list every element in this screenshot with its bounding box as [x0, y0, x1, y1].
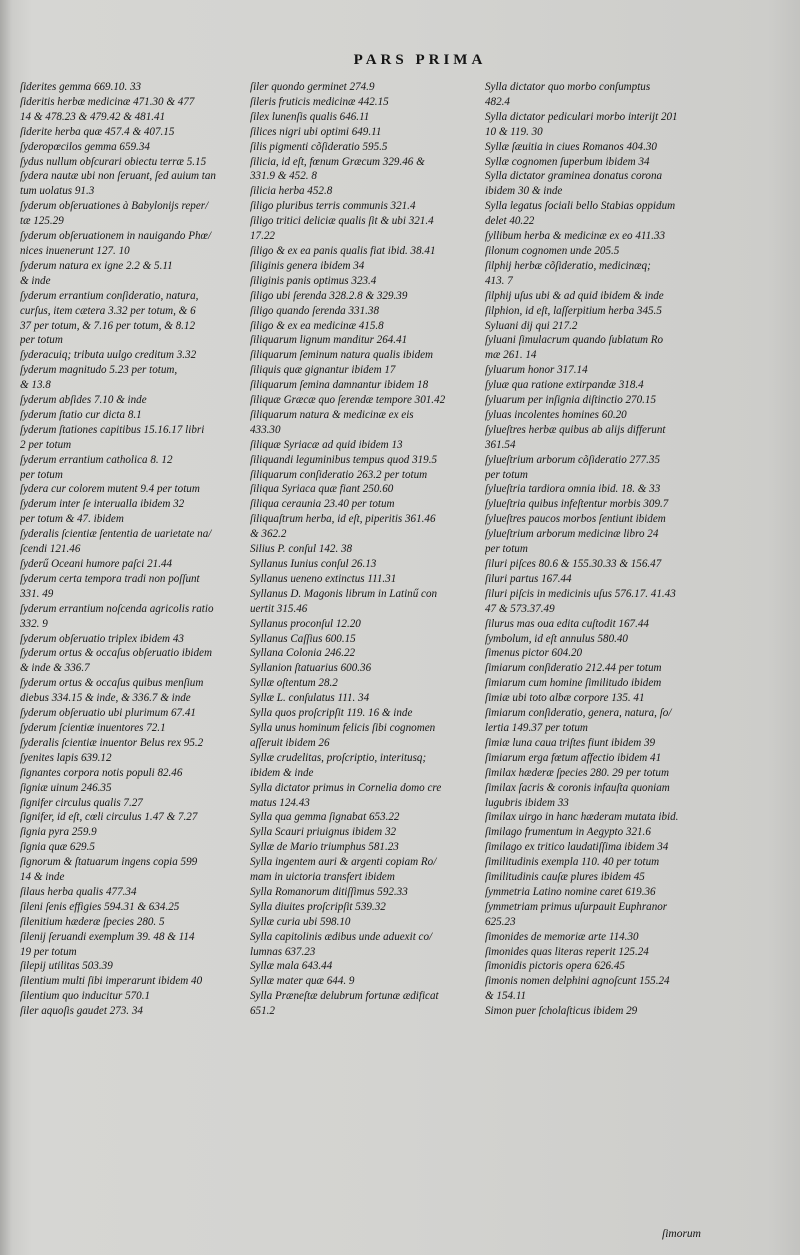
index-entry: ſilenitium hæderæ ſpecies 280. 5 — [20, 915, 165, 928]
index-entry: ſimilax uirgo in hanc hæderam mutata ibid. — [485, 811, 679, 824]
index-entry: 2 per totum — [20, 438, 72, 451]
index-entry: Simon puer ſcholaſticus ibidem 29 — [485, 1005, 638, 1018]
index-entry: & inde & 336.7 — [20, 662, 90, 675]
index-entry: ſyderum abſides 7.10 & inde — [20, 394, 147, 407]
index-entry: ſyderum errantium conſideratio, natura, — [20, 289, 199, 302]
index-entry: Sylla Præneſtæ delubrum fortunæ ædificat — [250, 990, 439, 1003]
index-entry: ſiligo pluribus terris communis 321.4 — [250, 200, 416, 213]
index-entry: ſiliquarum lignum manditur 264.41 — [250, 334, 408, 347]
index-entry: Syllæ curia ubi 598.10 — [250, 915, 351, 928]
index-entry: ſiligo & ex ea medicinæ 415.8 — [250, 319, 384, 332]
index-entry: 17.22 — [250, 230, 275, 243]
index-entry: 10 & 119. 30 — [485, 125, 543, 138]
index-entry: Syllanus proconſul 12.20 — [250, 617, 361, 630]
index-entry: ſimiarum conſideratio 212.44 per totum — [485, 662, 662, 675]
index-entry: ſiluri piſcis in medicinis uſus 576.17. 41.43 — [485, 587, 676, 600]
index-entry: & 154.11 — [485, 990, 527, 1003]
index-entry: ſimilago ex tritico laudatiſſima ibidem 34 — [485, 841, 669, 854]
index-entry: ſiler aquoſis gaudet 273. 34 — [20, 1005, 143, 1018]
index-entry: ſyderum errantium noſcenda agricolis ratio — [20, 602, 214, 615]
index-entry: ſiliginis panis optimus 323.4 — [250, 274, 377, 287]
index-entry: 14 & 478.23 & 479.42 & 481.41 — [20, 110, 166, 123]
index-entry: ſiliquarum ſeminum natura qualis ibidem — [250, 349, 434, 362]
index-entry: nices inuenerunt 127. 10 — [20, 244, 130, 257]
index-entry: ſiluri piſces 80.6 & 155.30.33 & 156.47 — [485, 558, 662, 570]
index-entry: ſimilago frumentum in Aegypto 321.6 — [485, 826, 651, 839]
index-entry: ſyderalis ſcientiæ inuentor Belus rex 95.2 — [20, 736, 204, 749]
index-entry: ſimonidis pictoris opera 626.45 — [485, 960, 625, 973]
index-entry: ſyderum ſcientiæ inuentores 72.1 — [20, 721, 166, 734]
index-entry: ſimilitudinis cauſæ plures ibidem 45 — [485, 871, 645, 884]
index-entry: 14 & inde — [20, 871, 65, 884]
index-entry: ſydera nautæ ubi non ſeruant, ſed auium tan — [20, 170, 216, 183]
index-entry: Sylla diuites proſcripſit 539.32 — [250, 900, 386, 913]
index-entry: ſcendi 121.46 — [20, 543, 81, 556]
index-entry: ſiligo quando ſerenda 331.38 — [250, 304, 380, 317]
index-entry: 361.54 — [485, 438, 516, 451]
index-entry: 47 & 573.37.49 — [485, 602, 555, 615]
index-entry: mæ 261. 14 — [485, 349, 537, 362]
index-entry: Sylla unus hominum felicis ſibi cognomen — [250, 721, 436, 734]
index-entry: ſimilitudinis exempla 110. 40 per totum — [485, 856, 660, 869]
index-entry: ſymmetriam primus uſurpauit Euphranor — [485, 900, 668, 913]
index-entry: ſyenites lapis 639.12 — [20, 751, 112, 764]
index-entry: ſydera cur colorem mutent 9.4 per totum — [20, 483, 200, 496]
index-entry: ſileni ſenis effigies 594.31 & 634.25 — [20, 900, 180, 913]
index-entry: 19 per totum — [20, 945, 77, 958]
index-entry: ſiliquæ Græcæ quo ſerendæ tempore 301.42 — [250, 394, 446, 407]
index-entry: & 13.8 — [20, 379, 51, 392]
index-entry: ſiliqua ceraunia 23.40 per totum — [250, 498, 395, 511]
index-entry: lertia 149.37 per totum — [485, 721, 588, 734]
index-entry: ſimiarum cum homine ſimilitudo ibidem — [485, 677, 662, 690]
index-entry: ſilentium multi ſibi imperarunt ibidem 40 — [20, 975, 203, 988]
index-entry: ſideritis herbæ medicinæ 471.30 & 477 — [20, 95, 195, 108]
index-entry: lumnas 637.23 — [250, 945, 316, 958]
index-entry: ſiderites gemma 669.10. 33 — [20, 81, 142, 93]
index-entry: ſilphij uſus ubi & ad quid ibidem & inde — [485, 289, 664, 302]
index-entry: Syllæ L. conſulatus 111. 34 — [250, 692, 370, 705]
index-entry: ſydus nullum obſcurari obiectu terræ 5.15 — [20, 155, 207, 168]
index-entry: ſilphion, id eſt, laſſerpitium herba 345.5 — [485, 304, 662, 317]
index-entry: ſimiæ luna caua triſtes fiunt ibidem 39 — [485, 736, 656, 749]
index-entry: mam in uictoria transfert ibidem — [250, 871, 395, 884]
index-entry: diebus 334.15 & inde, & 336.7 & inde — [20, 692, 191, 705]
index-column-1 — [20, 80, 248, 1019]
index-entry: ſignantes corpora notis populi 82.46 — [20, 766, 183, 779]
index-entry: 482.4 — [485, 95, 510, 108]
index-entry: 332. 9 — [20, 617, 48, 630]
index-entry: ſiler quondo germinet 274.9 — [250, 81, 375, 93]
index-entry: ſyderum ſtatio cur dicta 8.1 — [20, 408, 142, 421]
index-entry: ſiliginis genera ibidem 34 — [250, 259, 365, 272]
index-entry: ſyderum errantium catholica 8. 12 — [20, 453, 173, 466]
index-entry: ſigniæ uinum 246.35 — [20, 781, 112, 794]
index-entry: ſyderopœcilos gemma 659.34 — [20, 140, 150, 153]
index-entry: Syllanus Iunius conſul 26.13 — [250, 558, 377, 570]
index-column-3 — [485, 80, 785, 1019]
running-header — [0, 52, 800, 69]
index-entry: ſilphij herbæ cõſideratio, medicinæq; — [485, 259, 651, 272]
index-entry: ſyderum obſeruationes à Babylonijs reper/ — [20, 200, 209, 213]
index-entry: Sylla dictator quo morbo conſumptus — [485, 81, 651, 93]
index-entry: ſiliquaſtrum herba, id eſt, piperitis 361.46 — [250, 513, 436, 526]
index-entry: ſilis pigmenti cõſideratio 595.5 — [250, 140, 388, 153]
index-entry: Sylla ingentem auri & argenti copiam Ro/ — [250, 856, 437, 869]
index-column-2 — [250, 80, 490, 1019]
catchword: ſimorum — [662, 1228, 701, 1240]
index-entry: ſyluarum honor 317.14 — [485, 364, 588, 377]
index-entry: ſyderum magnitudo 5.23 per totum, — [20, 364, 178, 377]
index-entry: ſylueſtres paucos morbos ſentiunt ibidem — [485, 513, 666, 526]
index-entry: ſiliquarum ſemina damnantur ibidem 18 — [250, 379, 429, 392]
index-entry: per totum — [485, 468, 528, 481]
index-entry: ſilepij utilitas 503.39 — [20, 960, 113, 973]
index-entry: 651.2 — [250, 1005, 275, 1018]
index-entry: ſyderum obſeruatio ubi plurimum 67.41 — [20, 707, 196, 720]
index-entry: & inde — [20, 274, 51, 287]
index-entry: ſignia pyra 259.9 — [20, 826, 97, 839]
index-entry: 331.9 & 452. 8 — [250, 170, 317, 183]
index-entry: tæ 125.29 — [20, 215, 64, 228]
index-entry: ſilenij ſeruandi exemplum 39. 48 & 114 — [20, 930, 195, 943]
index-entry: Syllæ crudelitas, proſcriptio, interitusq; — [250, 751, 427, 764]
index-entry: Syllanion ſtatuarius 600.36 — [250, 662, 372, 675]
index-entry: Syllæ oſtentum 28.2 — [250, 677, 338, 690]
index-entry: Syluani dij qui 217.2 — [485, 319, 578, 332]
index-entry: ſyluarum per inſignia diſtinctio 270.15 — [485, 394, 657, 407]
index-entry: 433.30 — [250, 423, 281, 436]
index-entry: ſiliquarum natura & medicinæ ex eis — [250, 408, 414, 421]
index-entry: ſyderum natura ex igne 2.2 & 5.11 — [20, 259, 173, 272]
index-entry: ſiliquis quæ gignantur ibidem 17 — [250, 364, 396, 377]
index-entry: ſilaus herba qualis 477.34 — [20, 885, 137, 898]
index-entry: ſylueſtrium arborum medicinæ libro 24 — [485, 528, 659, 541]
index-entry: 625.23 — [485, 915, 516, 928]
index-entry: ſiliquæ Syriacæ ad quid ibidem 13 — [250, 438, 403, 451]
index-entry: Syllæ cognomen ſuperbum ibidem 34 — [485, 155, 650, 168]
index-entry: ſyderum certa tempora tradi non poſſunt — [20, 572, 200, 585]
index-entry: Syllana Colonia 246.22 — [250, 647, 356, 660]
index-entry: uertit 315.46 — [250, 602, 308, 615]
index-entry: ſimonides quas literas reperit 125.24 — [485, 945, 649, 958]
index-entry: Syllanus D. Magonis librum in Latinű con — [250, 587, 438, 600]
index-entry: ſimiarum erga fœtum affectio ibidem 41 — [485, 751, 662, 764]
index-entry: ſylueſtria tardiora omnia ibid. 18. & 33 — [485, 483, 661, 496]
index-entry: ſilex lunenſis qualis 646.11 — [250, 110, 370, 123]
index-entry: per totum — [485, 543, 528, 556]
index-entry: ſyderum obſeruatio triplex ibidem 43 — [20, 632, 184, 645]
index-entry: Sylla Romanorum ditiſſimus 592.33 — [250, 885, 408, 898]
index-entry: lugubris ibidem 33 — [485, 796, 569, 809]
index-entry: Sylla dictator primus in Cornelia domo cre — [250, 781, 442, 794]
index-entry: ſylueſtria quibus infeſtentur morbis 309.7 — [485, 498, 669, 511]
index-entry: ſiliquarum conſideratio 263.2 per totum — [250, 468, 428, 481]
binding-shadow — [0, 0, 12, 1255]
index-entry: ſilurus mas oua edita cuſtodit 167.44 — [485, 617, 649, 630]
index-entry: ſilices nigri ubi optimi 649.11 — [250, 125, 382, 138]
index-entry: ſimenus pictor 604.20 — [485, 647, 583, 660]
index-entry: ſiliqua Syriaca quæ fiant 250.60 — [250, 483, 394, 496]
index-entry: ſylueſtrium arborum cõſideratio 277.35 — [485, 453, 661, 466]
index-entry: per totum — [20, 334, 63, 347]
index-entry: ſyderum ſtationes capitibus 15.16.17 libri — [20, 423, 205, 436]
index-entry: ſyderum ortus & occaſus quibus menſium — [20, 677, 204, 690]
index-entry: Sylla dictator pediculari morbo interijt 201 — [485, 110, 678, 123]
index-entry: ſilicia herba 452.8 — [250, 185, 333, 198]
index-entry: ſyderalis ſcientiæ ſententia de uarietate na/ — [20, 528, 212, 541]
index-entry: ſiluri partus 167.44 — [485, 572, 572, 585]
index-entry: Syllæ de Mario triumphus 581.23 — [250, 841, 399, 854]
index-entry: ſyluas incolentes homines 60.20 — [485, 408, 627, 421]
index-entry: Sylla Scauri priuignus ibidem 32 — [250, 826, 397, 839]
index-entry: Sylla qua gemma ſignabat 653.22 — [250, 811, 400, 824]
index-entry: Syllæ mala 643.44 — [250, 960, 333, 973]
index-entry: ſiligo tritici deliciæ qualis ſit & ubi 321.4 — [250, 215, 434, 228]
index-entry: ſimonis nomen delphini agnoſcunt 155.24 — [485, 975, 670, 988]
index-entry: ſiligo & ex ea panis qualis fiat ibid. 38.41 — [250, 244, 436, 257]
index-entry: ſyluani ſimulacrum quando ſublatum Ro — [485, 334, 664, 347]
index-entry: ſiliquandi leguminibus tempus quod 319.5 — [250, 453, 438, 466]
index-entry: ſimilax ſacris & coronis infauſta quoniam — [485, 781, 670, 794]
index-entry: matus 124.43 — [250, 796, 310, 809]
index-entry: Syllanus ueneno extinctus 111.31 — [250, 572, 397, 585]
index-entry: ſimiæ ubi toto albæ corpore 135. 41 — [485, 692, 645, 705]
index-entry: Silius P. conſul 142. 38 — [250, 543, 353, 556]
index-entry: ſyderum ortus & occaſus obſeruatio ibidem — [20, 647, 212, 660]
index-entry: aſſeruit ibidem 26 — [250, 736, 330, 749]
index-entry: ibidem 30 & inde — [485, 185, 563, 198]
index-entry: & 362.2 — [250, 528, 287, 541]
index-entry: ſyderacuiq; tributa uulgo creditum 3.32 — [20, 349, 197, 362]
index-entry: ſiligo ubi ſerenda 328.2.8 & 329.39 — [250, 289, 408, 302]
index-entry: ſignia quæ 629.5 — [20, 841, 95, 854]
index-entry: ſylueſtres herbæ quibus ab alijs differunt — [485, 423, 666, 436]
index-entry: per totum & 47. ibidem — [20, 513, 124, 526]
index-entry: Sylla dictator graminea donatus corona — [485, 170, 663, 183]
index-entry: ſignifer, id eſt, cœli circulus 1.47 & 7.27 — [20, 811, 198, 824]
index-entry: Syllæ ſæuitia in ciues Romanos 404.30 — [485, 140, 657, 153]
index-entry: ſymbolum, id eſt annulus 580.40 — [485, 632, 628, 645]
index-entry: ſyllibum herba & medicinæ ex eo 411.33 — [485, 230, 666, 243]
index-entry: ſiderite herba quæ 457.4 & 407.15 — [20, 125, 175, 138]
index-entry: Syllæ mater quæ 644. 9 — [250, 975, 355, 988]
index-entry: ſignifer circulus qualis 7.27 — [20, 796, 143, 809]
index-entry: 331. 49 — [20, 587, 54, 600]
index-entry: ſyderum obſeruationem in nauigando Phœ/ — [20, 230, 212, 243]
index-entry: ſilicia, id eſt, fœnum Græcum 329.46 & — [250, 155, 425, 168]
index-entry: 413. 7 — [485, 274, 513, 287]
index-entry: Syllanus Caſſius 600.15 — [250, 632, 356, 645]
page-title: PARS PRIMA — [353, 52, 487, 68]
index-entry: ſilonum cognomen unde 205.5 — [485, 244, 620, 257]
index-entry: Sylla capitolinis ædibus unde aduexit co/ — [250, 930, 433, 943]
index-entry: delet 40.22 — [485, 215, 535, 228]
index-entry: curſus, item cætera 3.32 per totum, & 6 — [20, 304, 196, 317]
index-entry: ſyluæ qua ratione extirpandæ 318.4 — [485, 379, 644, 392]
index-entry: ſignorum & ſtatuarum ingens copia 599 — [20, 856, 198, 869]
index-entry: ſyderű Oceani humore paſci 21.44 — [20, 558, 173, 570]
index-entry: ſymmetria Latino nomine caret 619.36 — [485, 885, 656, 898]
index-entry: ſimiarum conſideratio, genera, natura, ſo/ — [485, 707, 672, 720]
index-entry: ſyderum inter ſe interualla ibidem 32 — [20, 498, 185, 511]
index-entry: ibidem & inde — [250, 766, 314, 779]
index-entry: 37 per totum, & 7.16 per totum, & 8.12 — [20, 319, 196, 332]
index-entry: ſilentium quo inducitur 570.1 — [20, 990, 151, 1003]
index-entry: ſileris fruticis medicinæ 442.15 — [250, 95, 389, 108]
index-entry: tum uolatus 91.3 — [20, 185, 95, 198]
index-entry: Sylla quos proſcripſit 119. 16 & inde — [250, 707, 413, 720]
index-entry: ſimilax hæderæ ſpecies 280. 29 per totum — [485, 766, 669, 779]
index-entry: ſimonides de memoriæ arte 114.30 — [485, 930, 639, 943]
index-entry: per totum — [20, 468, 63, 481]
index-entry: Sylla legatus ſociali bello Stabias oppidum — [485, 200, 676, 213]
